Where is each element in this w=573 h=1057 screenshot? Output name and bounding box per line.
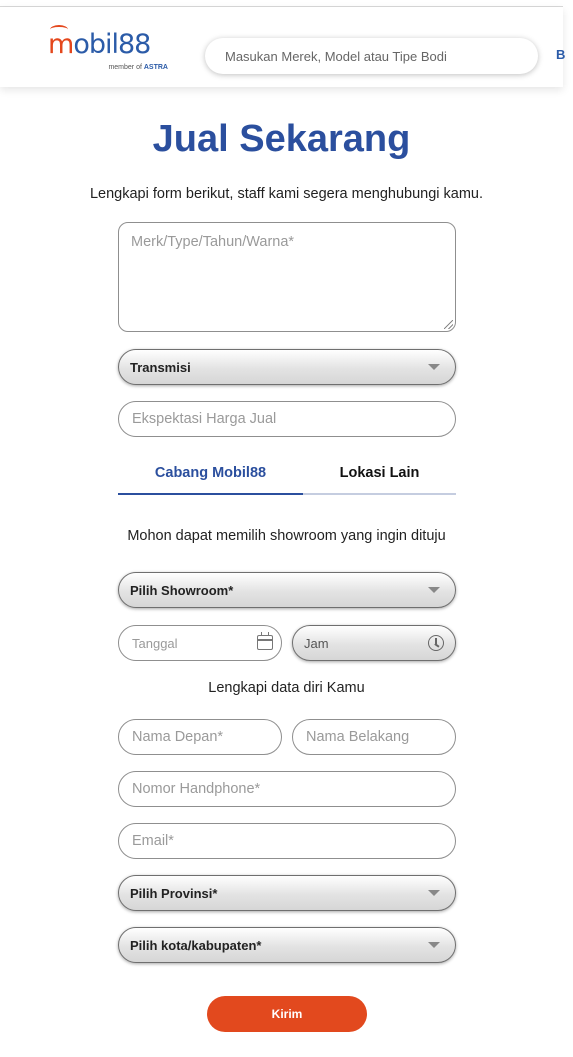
email-input[interactable]: [118, 823, 456, 859]
tab-lokasi-lain[interactable]: Lokasi Lain: [303, 455, 456, 495]
location-tabs: [118, 455, 456, 495]
first-name-placeholder: Nama Depan*: [132, 729, 224, 745]
showroom-value: Pilih Showroom*: [130, 582, 234, 598]
nav-link-truncated[interactable]: B: [556, 47, 566, 62]
calendar-icon[interactable]: [257, 635, 273, 650]
first-name-input[interactable]: [118, 719, 282, 755]
province-value: Pilih Provinsi*: [130, 885, 218, 901]
price-placeholder: Ekspektasi Harga Jual: [132, 411, 277, 427]
chevron-down-icon: [428, 364, 440, 370]
chevron-down-icon: [428, 942, 440, 948]
chevron-down-icon: [428, 890, 440, 896]
car-details-placeholder: Merk/Type/Tahun/Warna*: [131, 234, 295, 250]
showroom-select[interactable]: [118, 572, 456, 608]
mobil88-logo[interactable]: [48, 31, 170, 77]
last-name-input[interactable]: [292, 719, 456, 755]
phone-input[interactable]: [118, 771, 456, 807]
time-select[interactable]: [292, 625, 456, 661]
date-input[interactable]: [118, 625, 282, 661]
logo-arc-icon: [50, 25, 68, 34]
transmission-value: Transmisi: [130, 359, 191, 375]
logo-tagline: member of ASTRA: [108, 64, 168, 71]
last-name-placeholder: Nama Belakang: [306, 729, 410, 745]
email-placeholder: Email*: [132, 833, 174, 849]
transmission-select[interactable]: [118, 349, 456, 385]
tab-cabang-mobil88[interactable]: Cabang Mobil88: [118, 455, 303, 495]
phone-placeholder: Nomor Handphone*: [132, 781, 261, 797]
city-select[interactable]: [118, 927, 456, 963]
site-header: [0, 7, 566, 87]
price-expectation-input[interactable]: [118, 401, 456, 437]
province-select[interactable]: [118, 875, 456, 911]
page-title: Jual Sekarang: [152, 118, 411, 160]
car-details-textarea[interactable]: [118, 222, 456, 332]
logo-wordmark: mobil88: [48, 29, 151, 60]
search-placeholder: Masukan Merek, Model atau Tipe Bodi: [225, 48, 447, 64]
clock-icon: [428, 635, 444, 651]
search-input[interactable]: [205, 38, 538, 74]
city-value: Pilih kota/kabupaten*: [130, 937, 262, 953]
submit-button[interactable]: Kirim: [207, 996, 367, 1032]
personal-helper-text: Lengkapi data diri Kamu: [208, 680, 365, 696]
time-value: Jam: [304, 635, 329, 651]
resize-handle-icon[interactable]: [444, 320, 453, 329]
chevron-down-icon: [428, 587, 440, 593]
showroom-helper-text: Mohon dapat memilih showroom yang ingin dituju: [127, 528, 446, 544]
date-placeholder: Tanggal: [132, 635, 178, 651]
page-subtitle: Lengkapi form berikut, staff kami segera menghubungi kamu.: [89, 186, 484, 202]
